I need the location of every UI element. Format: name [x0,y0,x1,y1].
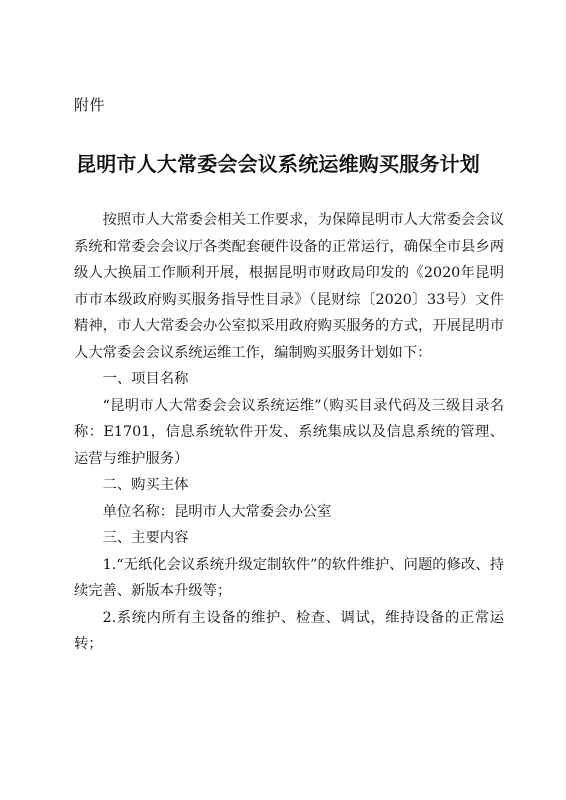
document-title: 昆明市人大常委会会议系统运维购买服务计划 [76,152,480,176]
section-heading-main-content: 三、主要内容 [102,530,189,546]
intro-paragraph: 按照市人大常委会相关工作要求，为保障昆明市人大常委会会议系统和常委会会议厅各类配套硬件设备的正常运行，确保全市县乡两级人大换届工作顺利开展，根据昆明市财政局印发的《2020年昆明市市本级政府购买服务指导性目录》（昆财综〔2020〕33号）文件精神，市人大常委会办公室拟采用政府购买服务的方式，开展昆明市人大常委会会议系统运维工作，编制购买服务计划如下： [74,212,504,361]
section-heading-project-name: 一、项目名称 [102,371,189,387]
section-paragraph-purchaser: 单位名称：昆明市人大常委会办公室 [102,503,332,520]
document-body [74,207,504,658]
attachment-label: 附件 [74,96,106,114]
section-paragraph-software-maintenance: 1.“无纸化会议系统升级定制软件”的软件维护、问题的修改、持续完善、新版本升级等； [74,556,504,599]
section-paragraph-project-name: “昆明市人大常委会会议系统运维”（购买目录代码及三级目录名称：E1701，信息系统软件开发、系统集成以及信息系统的管理、运营与维护服务） [74,397,504,467]
section-heading-purchaser: 二、购买主体 [102,477,189,493]
section-paragraph-equipment-maintenance: 2.系统内所有主设备的维护、检查、调试，维持设备的正常运转； [74,609,504,652]
